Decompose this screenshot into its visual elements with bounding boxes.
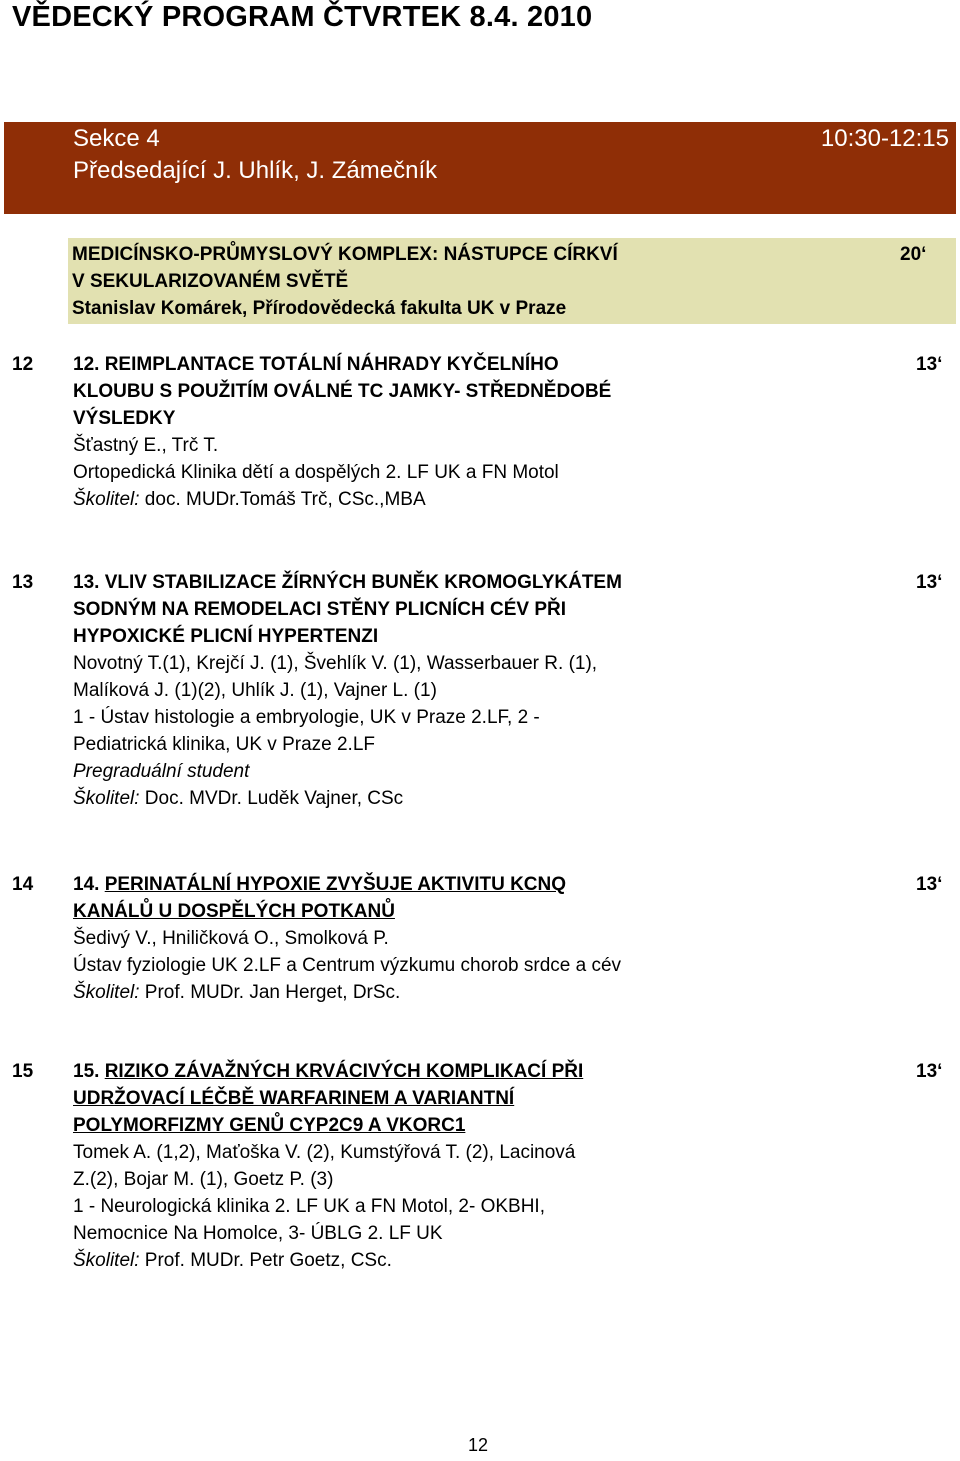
talk-entry — [73, 569, 893, 812]
talk-title-line: KLOUBU S POUŽITÍM OVÁLNÉ TC JAMKY- STŘEDNĚDOBÉ — [73, 381, 612, 402]
talk-number: 12 — [12, 354, 34, 375]
talk-title — [73, 351, 893, 432]
supervisor-label: Školitel: — [73, 1250, 140, 1271]
section-name: Sekce 4 — [73, 125, 160, 152]
keynote-title-line: V SEKULARIZOVANÉM SVĚTĚ — [72, 271, 349, 292]
section-chairs: Předsedající J. Uhlík, J. Zámečník — [73, 157, 438, 184]
supervisor-label: Školitel: — [73, 982, 140, 1003]
talk-duration: 13‘ — [916, 572, 943, 593]
talk-affiliation: 1 - Neurologická klinika 2. LF UK a FN Motol, 2- OKBHI, — [73, 1196, 545, 1217]
section-time: 10:30-12:15 — [820, 125, 949, 152]
talk-authors: Tomek A. (1,2), Maťoška V. (2), Kumstýřová T. (2), Lacinová — [73, 1142, 576, 1163]
talk-authors: Z.(2), Bojar M. (1), Goetz P. (3) — [73, 1169, 334, 1190]
keynote-duration: 20‘ — [900, 244, 927, 265]
keynote-speaker: Stanislav Komárek, Přírodovědecká fakulta UK v Praze — [72, 298, 567, 319]
talk-supervisor — [73, 486, 893, 513]
talk-supervisor — [73, 785, 893, 812]
talk-title-line: SODNÝM NA REMODELACI STĚNY PLICNÍCH CÉV PŘI — [73, 599, 566, 620]
supervisor-name: Prof. MUDr. Petr Goetz, CSc. — [139, 1250, 392, 1271]
talk-title — [73, 871, 893, 925]
talk-entry — [73, 871, 893, 1006]
talk-number: 14 — [12, 874, 34, 895]
talk-note: Pregraduální student — [73, 761, 250, 782]
talk-title-line: KANÁLŮ U DOSPĚLÝCH POTKANŮ — [73, 901, 395, 922]
talk-title-line: RIZIKO ZÁVAŽNÝCH KRVÁCIVÝCH KOMPLIKACÍ PŘI — [104, 1061, 584, 1082]
section-header — [4, 122, 956, 214]
talk-affiliation: 1 - Ústav histologie a embryologie, UK v Praze 2.LF, 2 - — [73, 707, 540, 728]
talk-authors: Šťastný E., Trč T. — [73, 435, 219, 456]
talk-title-prefix: 12. — [73, 354, 105, 375]
talk-duration: 13‘ — [916, 1061, 943, 1082]
talk-entry — [73, 1058, 893, 1274]
page-title: VĚDECKÝ PROGRAM ČTVRTEK 8.4. 2010 — [12, 1, 593, 33]
supervisor-name: doc. MUDr.Tomáš Trč, CSc.,MBA — [139, 489, 426, 510]
talk-number: 15 — [12, 1061, 34, 1082]
supervisor-name: Prof. MUDr. Jan Herget, DrSc. — [139, 982, 401, 1003]
talk-title-line: VÝSLEDKY — [73, 408, 176, 429]
talk-duration: 13‘ — [916, 874, 943, 895]
supervisor-name: Doc. MVDr. Luděk Vajner, CSc — [139, 788, 404, 809]
talk-authors: Šedivý V., Hniličková O., Smolková P. — [73, 928, 389, 949]
keynote-title-line: MEDICÍNSKO-PRŮMYSLOVÝ KOMPLEX: NÁSTUPCE CÍRKVÍ — [72, 244, 618, 265]
talk-affiliation: Pediatrická klinika, UK v Praze 2.LF — [73, 734, 376, 755]
talk-title-prefix: 13. — [73, 572, 105, 593]
talk-title-line: REIMPLANTACE TOTÁLNÍ NÁHRADY KYČELNÍHO — [104, 354, 559, 375]
talk-authors: Novotný T.(1), Krejčí J. (1), Švehlík V. (1), Wasserbauer R. (1), — [73, 653, 598, 674]
keynote-block — [68, 238, 783, 324]
talk-title-line: PERINATÁLNÍ HYPOXIE ZVYŠUJE AKTIVITU KCNQ — [104, 874, 567, 895]
talk-affiliation: Nemocnice Na Homolce, 3- ÚBLG 2. LF UK — [73, 1223, 443, 1244]
talk-title-line: VLIV STABILIZACE ŽÍRNÝCH BUNĚK KROMOGLYKÁTEM — [104, 572, 622, 593]
talk-title-line: HYPOXICKÉ PLICNÍ HYPERTENZI — [73, 626, 379, 647]
talk-authors: Malíková J. (1)(2), Uhlík J. (1), Vajner L. (1) — [73, 680, 437, 701]
page-number: 12 — [468, 1435, 489, 1455]
talk-title-line: UDRŽOVACÍ LÉČBĚ WARFARINEM A VARIANTNÍ — [73, 1088, 515, 1109]
talk-supervisor — [73, 979, 893, 1006]
talk-number: 13 — [12, 572, 34, 593]
supervisor-label: Školitel: — [73, 788, 140, 809]
talk-affiliation: Ortopedická Klinika dětí a dospělých 2. LF UK a FN Motol — [73, 462, 559, 483]
supervisor-label: Školitel: — [73, 489, 140, 510]
talk-affiliation: Ústav fyziologie UK 2.LF a Centrum výzkumu chorob srdce a cév — [73, 955, 622, 976]
talk-entry — [73, 351, 893, 513]
talk-title — [73, 569, 893, 650]
talk-title-line: POLYMORFIZMY GENŮ CYP2C9 A VKORC1 — [73, 1115, 466, 1136]
talk-title-prefix: 15. — [73, 1061, 105, 1082]
talk-duration: 13‘ — [916, 354, 943, 375]
talk-supervisor — [73, 1247, 893, 1274]
talk-title — [73, 1058, 893, 1139]
talk-title-prefix: 14. — [73, 874, 105, 895]
